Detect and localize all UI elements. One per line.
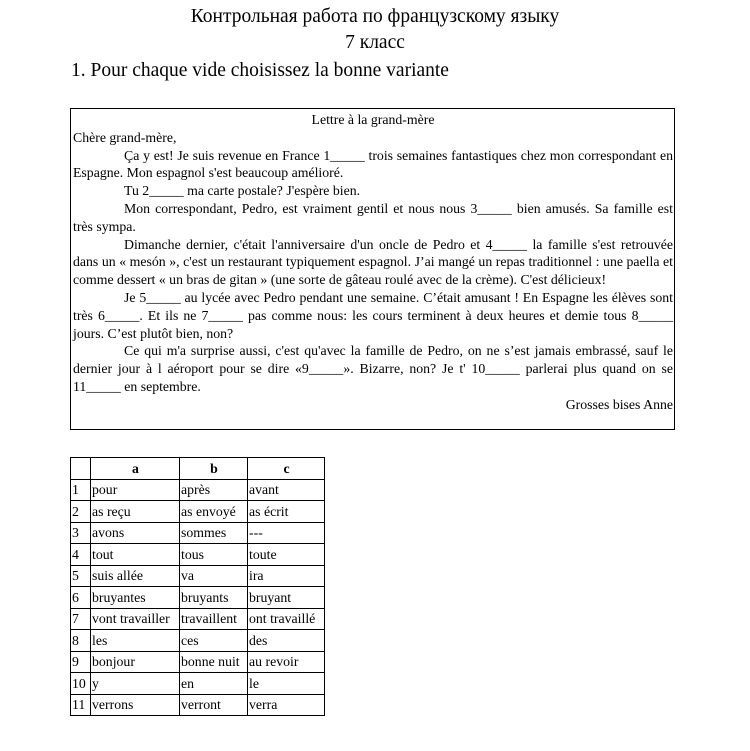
header-cell-c: c [248, 458, 325, 480]
cell-option-b: verront [180, 694, 248, 716]
cell-option-a: avons [91, 522, 180, 544]
cell-number: 4 [71, 544, 91, 566]
cell-option-b: en [180, 673, 248, 695]
cell-option-b: ces [180, 630, 248, 652]
letter-paragraph: Dimanche dernier, c'était l'anniversaire d'un oncle de Pedro et 4_____ la famille s'est retrouvée dans un « mesón », c'est un restaurant typiquement espagnol. J’ai mangé un repas traditionnel : une paella et comme dessert « un bras de gitan » (une sorte de gâteau roulé avec de la crème). C'est délicieux! [73, 236, 673, 288]
cell-option-c: as écrit [248, 501, 325, 523]
cell-number: 11 [71, 694, 91, 716]
table-header-row [71, 458, 325, 480]
cell-number: 1 [71, 479, 91, 501]
table-body [71, 479, 325, 716]
table-row [71, 587, 325, 609]
letter-paragraph: Mon correspondant, Pedro, est vraiment gentil et nous nous 3_____ bien amusés. Sa famille est très sympa. [73, 200, 673, 234]
table-row [71, 501, 325, 523]
cell-number: 7 [71, 608, 91, 630]
letter-greeting: Chère grand-mère, [73, 129, 177, 145]
cell-number: 10 [71, 673, 91, 695]
cell-option-c: bruyant [248, 587, 325, 609]
page-title: Контрольная работа по французскому языку [190, 6, 560, 27]
grade-subtitle: 7 класс [345, 32, 405, 53]
cell-option-b: tous [180, 544, 248, 566]
cell-option-c: toute [248, 544, 325, 566]
cell-option-c: des [248, 630, 325, 652]
cell-option-a: bruyantes [91, 587, 180, 609]
cell-number: 5 [71, 565, 91, 587]
table-row [71, 651, 325, 673]
cell-number: 9 [71, 651, 91, 673]
table-row [71, 694, 325, 716]
cell-option-c: --- [248, 522, 325, 544]
cell-option-c: le [248, 673, 325, 695]
table-row [71, 673, 325, 695]
letter-signature: Grosses bises Anne [565, 396, 673, 412]
cell-option-c: ira [248, 565, 325, 587]
cell-option-a: suis allée [91, 565, 180, 587]
cell-option-a: bonjour [91, 651, 180, 673]
cell-number: 6 [71, 587, 91, 609]
letter-title: Lettre à la grand-mère [311, 112, 435, 127]
table-row [71, 522, 325, 544]
cell-option-b: as envoyé [180, 501, 248, 523]
cell-option-b: bonne nuit [180, 651, 248, 673]
cell-option-a: vont travailler [91, 608, 180, 630]
cell-number: 2 [71, 501, 91, 523]
cell-option-a: verrons [91, 694, 180, 716]
cell-option-b: va [180, 565, 248, 587]
table-row [71, 479, 325, 501]
cell-option-c: au revoir [248, 651, 325, 673]
cell-option-b: après [180, 479, 248, 501]
letter-paragraph: Je 5_____ au lycée avec Pedro pendant une semaine. C’était amusant ! En Espagne les élèves sont très 6_____. Et ils ne 7_____ pas comme nous: les cours terminent à deux heures et demie tous 8_____ jours. C’est plutôt bien, non? [73, 289, 673, 341]
cell-option-a: as reçu [91, 501, 180, 523]
cell-number: 3 [71, 522, 91, 544]
table-row [71, 565, 325, 587]
cell-option-a: tout [91, 544, 180, 566]
table-row [71, 608, 325, 630]
answer-options-table [70, 457, 325, 716]
cell-option-c: verra [248, 694, 325, 716]
cell-option-b: travaillent [180, 608, 248, 630]
cell-number: 8 [71, 630, 91, 652]
cell-option-a: y [91, 673, 180, 695]
table-row [71, 544, 325, 566]
cell-option-a: pour [91, 479, 180, 501]
letter-box [70, 108, 675, 430]
cell-option-c: avant [248, 479, 325, 501]
letter-paragraph: Tu 2_____ ma carte postale? J'espère bien. [124, 183, 361, 199]
cell-option-c: ont travaillé [248, 608, 325, 630]
cell-option-b: sommes [180, 522, 248, 544]
cell-option-a: les [91, 630, 180, 652]
cell-option-b: bruyants [180, 587, 248, 609]
letter-paragraph: Ça y est! Je suis revenue en France 1_____ trois semaines fantastiques chez mon correspondant en Espagne. Mon espagnol s'est beaucoup amélioré. [73, 147, 673, 181]
header-cell-a: a [91, 458, 180, 480]
letter-paragraph: Ce qui m'a surprise aussi, c'est qu'avec la famille de Pedro, on ne s’est jamais embrassé, sauf le dernier jour à l aéroport pour se dire «9_____». Bizarre, non? Je t' 10_____ parlerai plus quand on se 11_____ en septembre. [73, 343, 673, 394]
task-instruction: 1. Pour chaque vide choisissez la bonne variante [71, 60, 449, 81]
table-row [71, 630, 325, 652]
header-cell-b: b [180, 458, 248, 480]
header-cell-number [71, 458, 91, 480]
